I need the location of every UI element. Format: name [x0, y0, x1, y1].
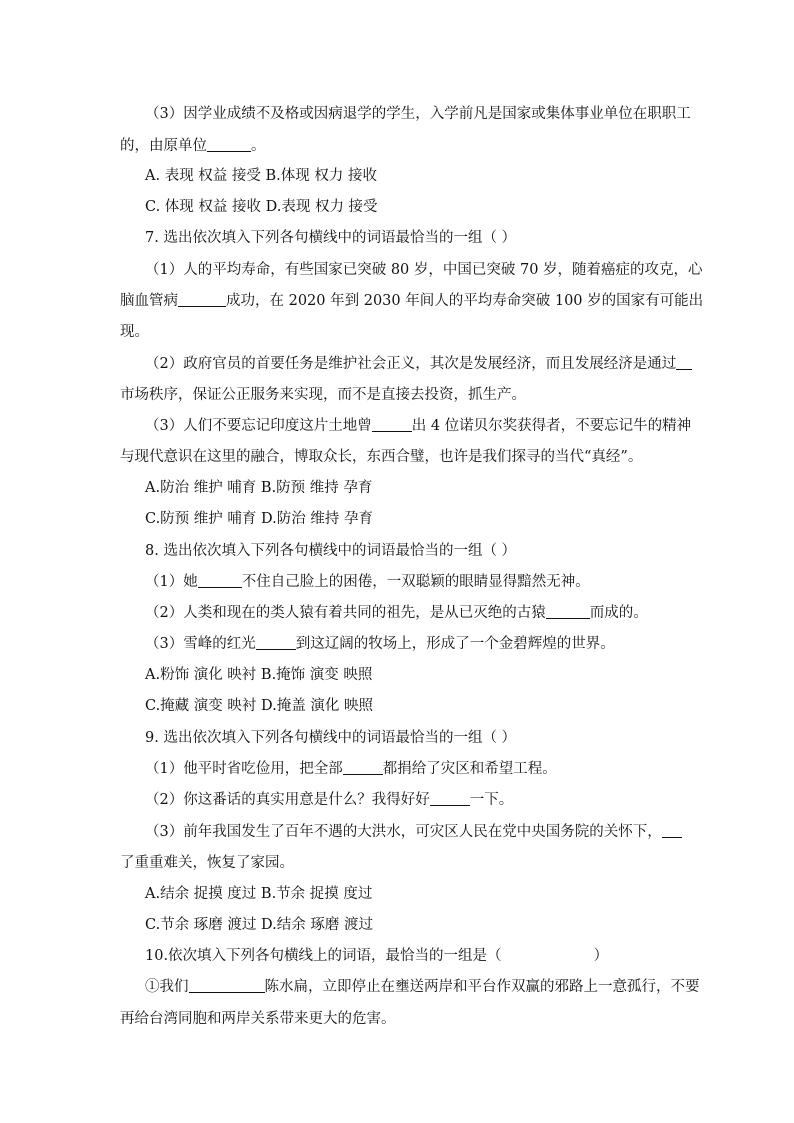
option-line: C. 体现 权益 接收 D.表现 权力 接受 [145, 199, 378, 215]
text-line [145, 790, 513, 810]
question-7-stem: 7. 选出依次填入下列各句横线中的词语最恰当的一组（ ） [145, 230, 517, 246]
text-fragment: 脑血管病 [120, 293, 178, 309]
text-line [145, 822, 682, 842]
text-fragment: 而成的。 [589, 605, 648, 621]
answer-blank[interactable] [178, 292, 226, 307]
text-fragment: 。 [251, 138, 266, 154]
answer-blank[interactable] [198, 573, 242, 588]
text-fragment: 陈水扁，立即停止在壅送两岸和平台作双赢的邪路上一意孤行，不要 [264, 979, 700, 995]
text-line: 再给台湾同胞和两岸关系带来更大的危害。 [120, 1011, 396, 1027]
text-fragment: （2）政府官员的首要任务是维护社会正义，其次是发展经济，而且发展经济是通过 [145, 356, 677, 372]
text-line [145, 634, 615, 654]
text-fragment: （2）你这番话的真实用意是什么？我得好好 [145, 792, 430, 808]
option-line: C.节余 琢磨 渡过 D.结余 琢磨 渡过 [145, 917, 373, 933]
text-line [120, 291, 703, 311]
text-line [145, 977, 700, 997]
option-line: C.掩藏 演变 映衬 D.掩盖 演化 映照 [145, 698, 373, 714]
text-fragment: 一下。 [469, 792, 514, 808]
text-line [145, 572, 590, 592]
text-fragment: ） [593, 948, 609, 964]
text-line: （1）人的平均寿命，有些国家已突破 80 岁，中国已突破 70 岁，随着癌症的攻克，心 [145, 262, 703, 278]
option-line: A. 表现 权益 接受 B.体现 权力 接收 [145, 168, 377, 184]
text-fragment: （3）雪峰的红光 [145, 636, 256, 652]
text-line: 与现代意识在这里的融合，博取众长，东西合璧，也许是我们探寻的当代“真经”。 [120, 449, 643, 465]
answer-blank[interactable] [343, 760, 383, 775]
answer-blank[interactable] [207, 137, 251, 152]
text-fragment: （3）前年我国发生了百年不遇的大洪水，可灾区人民在党中央国务院的关怀下， [145, 824, 662, 840]
text-line [145, 603, 648, 623]
answer-blank[interactable] [256, 635, 296, 650]
answer-blank[interactable] [546, 604, 590, 619]
text-line [145, 354, 692, 374]
text-fragment: （1）她 [145, 574, 198, 590]
text-fragment: （1）他平时省吃俭用，把全部 [145, 761, 343, 777]
text-line: 现。 [120, 324, 149, 340]
text-fragment: 成功，在 2020 年到 2030 年间人的平均寿命突破 100 岁的国家有可能出 [226, 293, 704, 309]
text-fragment: 到这辽阔的牧场上，形成了一个金碧辉煌的世界。 [295, 636, 615, 652]
option-line: A.粉饰 演化 映衬 B.掩饰 演变 映照 [145, 667, 373, 683]
text-fragment: 都捐给了灾区和希望工程。 [382, 761, 557, 777]
text-fragment: 的，由原单位 [120, 138, 207, 154]
option-line: A.防治 维护 哺育 B.防预 维持 孕育 [145, 480, 373, 496]
text-line: （3）因学业成绩不及格或因病退学的学生，入学前凡是国家或集体事业单位在职职工 [145, 106, 691, 122]
text-fragment: ①我们 [145, 979, 189, 995]
option-line: C.防预 维护 哺育 D.防治 维持 孕育 [145, 511, 373, 527]
text-fragment: 不住自己脸上的困倦，一双聪颖的眼睛显得黯然无神。 [241, 574, 590, 590]
answer-blank[interactable] [189, 978, 265, 993]
text-line [145, 416, 691, 436]
text-fragment: （2）人类和现在的类人猿有着共同的祖先，是从已灭绝的古猿 [145, 605, 546, 621]
text-line [145, 759, 557, 779]
text-fragment: （3）人们不要忘记印度这片土地曾 [145, 418, 372, 434]
question-10-stem [145, 946, 608, 966]
text-line: 了重重难关，恢复了家园。 [120, 855, 294, 871]
text-fragment: 10.依次填入下列各句横线上的词语，最恰当的一组是（ [145, 948, 502, 964]
answer-blank[interactable] [430, 791, 470, 806]
question-9-stem: 9. 选出依次填入下列各句横线中的词语最恰当的一组（ ） [145, 730, 517, 746]
question-8-stem: 8. 选出依次填入下列各句横线中的词语最恰当的一组（ ） [145, 543, 517, 559]
answer-blank[interactable] [676, 355, 692, 370]
text-line: 市场秩序，保证公正服务来实现，而不是直接去投资，抓生产。 [120, 387, 526, 403]
answer-blank[interactable] [662, 823, 682, 838]
text-fragment: 出 4 位诺贝尔奖获得者，不要忘记牛的精神 [411, 418, 692, 434]
option-line: A.结余 捉摸 度过 B.节余 捉摸 度过 [145, 886, 373, 902]
text-line [120, 136, 266, 156]
answer-blank[interactable] [372, 417, 412, 432]
